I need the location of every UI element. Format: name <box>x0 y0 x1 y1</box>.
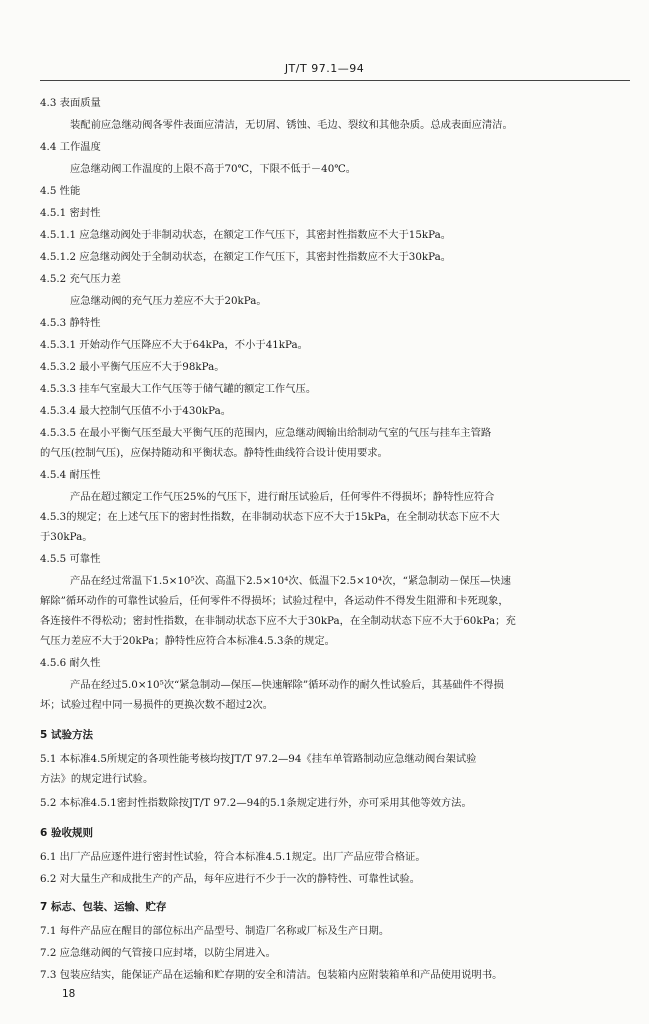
heading-4-5-5: 4.5.5 可靠性 <box>40 553 101 565</box>
heading-4-5-3: 4.5.3 静特性 <box>40 317 101 329</box>
section-6-title: 6 验收规则 <box>40 827 93 839</box>
heading-4-3: 4.3 表面质量 <box>40 97 101 109</box>
page-number: 18 <box>62 988 76 1000</box>
clause-7-3: 7.3 包装应结实，能保证产品在运输和贮存期的安全和清洁。包装箱内应附装箱单和产品使用说明书。 <box>40 969 503 981</box>
clause-4-5-1-1: 4.5.1.1 应急继动阀处于非制动状态，在额定工作气压下，其密封性指数应不大于15kPa。 <box>40 229 452 241</box>
paragraph-4-5-5-c: 各连接件不得松动；密封性指数，在非制动状态下应不大于30kPa，在全制动状态下应不大于60kPa；充 <box>40 615 516 627</box>
clause-5-1-cont: 方法》的规定进行试验。 <box>40 773 154 785</box>
paragraph-4-3: 装配前应急继动阀各零件表面应清洁，无切屑、锈蚀、毛边、裂纹和其他杂质。总成表面应清洁。 <box>70 119 513 131</box>
clause-6-2: 6.2 对大量生产和成批生产的产品，每年应进行不少于一次的静特性、可靠性试验。 <box>40 873 421 885</box>
clause-5-2: 5.2 本标准4.5.1密封性指数除按JT/T 97.2—94的5.1条规定进行外，亦可采用其他等效方法。 <box>40 797 472 809</box>
paragraph-4-4: 应急继动阀工作温度的上限不高于70℃，下限不低于－40℃。 <box>70 163 357 175</box>
paragraph-4-5-6-b: 坏；试验过程中同一易损件的更换次数不超过2次。 <box>40 699 274 711</box>
clause-7-2: 7.2 应急继动阀的气管接口应封堵，以防尘屑进入。 <box>40 947 276 959</box>
paragraph-4-5-5-a: 产品在经过常温下1.5×10⁵次、高温下2.5×10⁴次、低温下2.5×10⁴次，“紧急制动－保压—快速 <box>70 575 511 587</box>
header-rule <box>40 80 630 81</box>
paragraph-4-5-6-a: 产品在经过5.0×10⁵次“紧急制动—保压—快速解除”循环动作的耐久性试验后，其基础件不得损 <box>70 679 504 691</box>
paragraph-4-5-5-d: 气压力差应不大于20kPa；静特性应符合本标准4.5.3条的规定。 <box>40 635 335 647</box>
heading-4-5: 4.5 性能 <box>40 185 81 197</box>
clause-5-1: 5.1 本标准4.5所规定的各项性能考核均按JT/T 97.2—94《挂车单管路制动应急继动阀台架试验 <box>40 753 477 765</box>
paragraph-4-5-4-a: 产品在超过额定工作气压25%的气压下，进行耐压试验后，任何零件不得损坏；静特性应符合 <box>70 491 495 503</box>
clause-4-5-3-5-cont: 的气压(控制气压)，应保持随动和平衡状态。静特性曲线符合设计使用要求。 <box>40 447 388 459</box>
paragraph-4-5-5-b: 解除”循环动作的可靠性试验后，任何零件不得损坏；试验过程中，各运动件不得发生阻滞和卡死现象， <box>40 595 509 607</box>
clause-4-5-3-2: 4.5.3.2 最小平衡气压应不大于98kPa。 <box>40 361 225 373</box>
heading-4-5-1: 4.5.1 密封性 <box>40 207 101 219</box>
clause-4-5-3-5: 4.5.3.5 在最小平衡气压至最大平衡气压的范围内，应急继动阀输出给制动气室的气压与挂车主管路 <box>40 427 492 439</box>
clause-4-5-3-3: 4.5.3.3 挂车气室最大工作气压等于储气罐的额定工作气压。 <box>40 383 317 395</box>
heading-4-5-6: 4.5.6 耐久性 <box>40 657 101 669</box>
paragraph-4-5-2: 应急继动阀的充气压力差应不大于20kPa。 <box>70 295 267 307</box>
clause-4-5-3-4: 4.5.3.4 最大控制气压值不小于430kPa。 <box>40 405 232 417</box>
heading-4-4: 4.4 工作温度 <box>40 141 101 153</box>
clause-4-5-3-1: 4.5.3.1 开始动作气压降应不大于64kPa，不小于41kPa。 <box>40 339 308 351</box>
paragraph-4-5-4-c: 于30kPa。 <box>40 531 93 543</box>
clause-4-5-1-2: 4.5.1.2 应急继动阀处于全制动状态，在额定工作气压下，其密封性指数应不大于30kPa。 <box>40 251 452 263</box>
clause-7-1: 7.1 每件产品应在醒目的部位标出产品型号、制造厂名称或厂标及生产日期。 <box>40 925 390 937</box>
clause-6-1: 6.1 出厂产品应逐件进行密封性试验，符合本标准4.5.1规定。出厂产品应带合格证。 <box>40 851 426 863</box>
heading-4-5-2: 4.5.2 充气压力差 <box>40 273 121 285</box>
section-5-title: 5 试验方法 <box>40 729 93 741</box>
section-7-title: 7 标志、包装、运输、贮存 <box>40 901 167 913</box>
paragraph-4-5-4-b: 4.5.3的规定；在上述气压下的密封性指数，在非制动状态下应不大于15kPa，在全制动状态下应不大 <box>40 511 500 523</box>
heading-4-5-4: 4.5.4 耐压性 <box>40 469 101 481</box>
page-header: JT/T 97.1—94 <box>284 62 365 75</box>
